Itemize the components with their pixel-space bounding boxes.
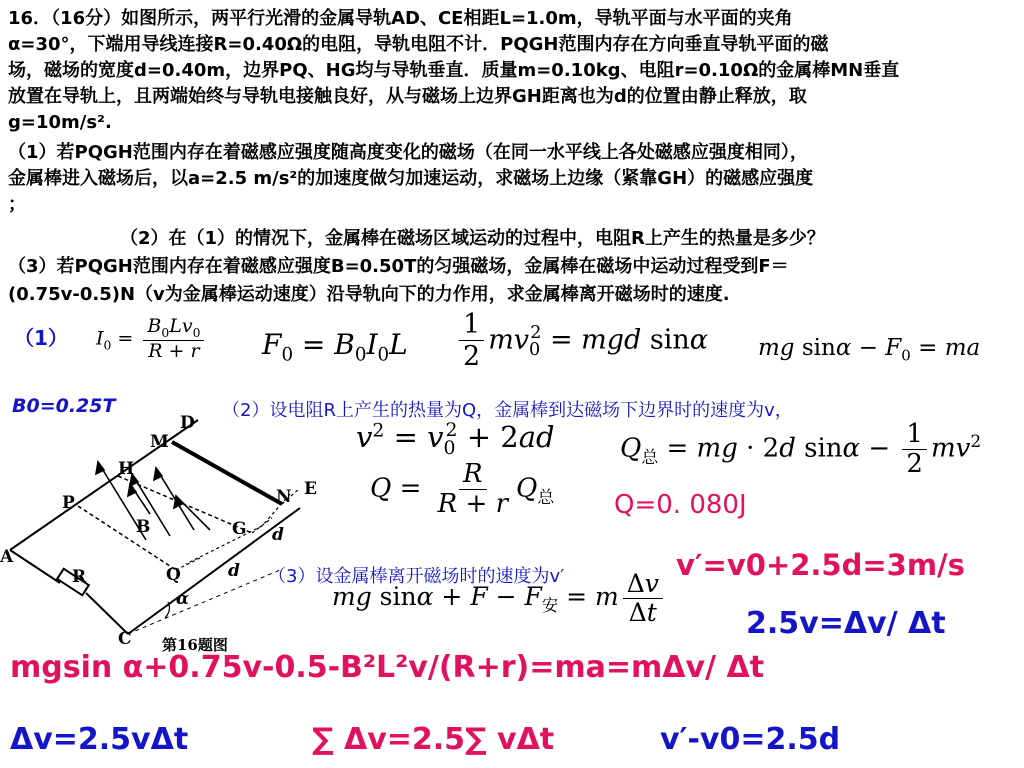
force-equation: mgsin α+0.75v-0.5-B²L²v/(R+r)=ma=mΔv/ Δt — [10, 650, 765, 685]
label-g: G — [232, 519, 247, 539]
equation-part3: mg $\sin\alpha + F - F_安 = m$ $\frac{\Delta v}{\Delta t}$ — [332, 570, 667, 627]
part1-label: （1） — [14, 326, 68, 350]
part3-text: （3）设金属棒离开磁场时的速度为v′ — [268, 566, 565, 587]
label-b: B — [136, 517, 151, 537]
sum-equation: ∑ Δv=2.5∑ vΔt — [312, 722, 555, 757]
horizontal-base — [128, 570, 280, 634]
label-e: E — [304, 479, 317, 499]
rod-mn — [172, 442, 282, 504]
label-n: N — [276, 487, 292, 507]
problem-line-7: 金属棒进入磁场后，以a=2.5 m/s²的加速度做匀加速运动，求磁场上边缘（紧靠GH）的磁感应强度 — [8, 168, 814, 189]
label-a: A — [0, 547, 14, 567]
problem-line-8: ； — [8, 194, 26, 215]
equation-i0: $I_0$ = $\frac{B_0Lv_0}{R + r}$ — [96, 316, 208, 363]
dv-equation: Δv=2.5vΔt — [10, 722, 189, 757]
equation-q-total: $Q_总$ = mg · 2d sinα − $\frac{1}{2}$ $mv^2$ — [620, 419, 982, 479]
problem-line-2: α=30°，下端用导线连接R=0.40Ω的电阻，导轨电阻不计．PQGH范围内存在方向垂直导轨平面的磁 — [8, 34, 829, 55]
problem-line-11: (0.75v-0.5)N（v为金属棒运动速度）沿导轨向下的力作用，求金属棒离开磁场时的速度. — [8, 284, 730, 305]
equation-energy: $\frac{1}{2}$ $mv_0^2$ = mgd sinα — [455, 310, 708, 372]
problem-line-3: 场，磁场的宽度d=0.40m，边界PQ、HG均与导轨垂直．质量m=0.10kg、电阻r=0.10Ω的金属棒MN垂直 — [8, 60, 900, 81]
label-alpha: α — [176, 589, 190, 609]
problem-line-1: 16．（16分）如图所示，两平行光滑的金属导轨AD、CE相距L=1.0m，导轨平面与水平面的夹角 — [8, 8, 793, 29]
wire-right — [86, 593, 128, 634]
rate-equation: 2.5v=Δv/ Δt — [746, 606, 946, 641]
field-arrows — [96, 462, 210, 540]
equation-kinematics: $v^2 = v_0^2 + 2ad$ — [356, 420, 555, 459]
v-result: v′=v0+2.5d=3m/s — [676, 548, 965, 582]
label-p: P — [62, 493, 75, 513]
rail-ad — [10, 420, 198, 550]
label-r: R — [72, 567, 87, 587]
part2-text: （2）设电阻R上产生的热量为Q，金属棒到达磁场下边界时的速度为v， — [222, 400, 793, 421]
equation-newton: mg $\sin\alpha - F_0$ = ma — [758, 335, 981, 365]
problem-line-10: （3）若PQGH范围内存在着磁感应强度B=0.50T的匀强磁场，金属棒在磁场中运动过程受到F＝ — [8, 256, 789, 277]
label-m: M — [150, 432, 169, 452]
label-d: D — [180, 413, 195, 433]
equation-f0: $F_0 = B_0I_0L$ — [262, 328, 408, 366]
label-d2: d — [228, 561, 240, 581]
figure-caption: 第16题图 — [162, 636, 228, 654]
label-h: H — [118, 459, 135, 479]
problem-line-6: （1）若PQGH范围内存在着磁感应强度随高度变化的磁场（在同一水平线上各处磁感应强度相同）， — [8, 142, 808, 163]
final-equation: v′-v0=2.5d — [660, 722, 841, 757]
label-c: C — [118, 629, 132, 649]
label-d1: d — [272, 525, 284, 545]
problem-line-9: （2）在（1）的情况下，金属棒在磁场区域运动的过程中，电阻R上产生的热量是多少？ — [120, 228, 825, 249]
label-q: Q — [166, 565, 181, 585]
b0-result-text: B0=0.25T — [12, 395, 116, 417]
q-result: Q=0. 080J — [614, 490, 747, 520]
rail-diagram — [0, 400, 340, 660]
equation-q-ratio: Q = $\frac{R}{R + r}$ $Q_总$ — [370, 459, 555, 519]
wire-left — [10, 550, 60, 583]
problem-line-4: 放置在导轨上，且两端始终与导轨电接触良好，从与磁场上边界GH距离也为d的位置由静止释放，取 — [8, 86, 807, 107]
problem-line-5: g=10m/s². — [8, 112, 112, 133]
boundary-pq — [78, 506, 176, 570]
